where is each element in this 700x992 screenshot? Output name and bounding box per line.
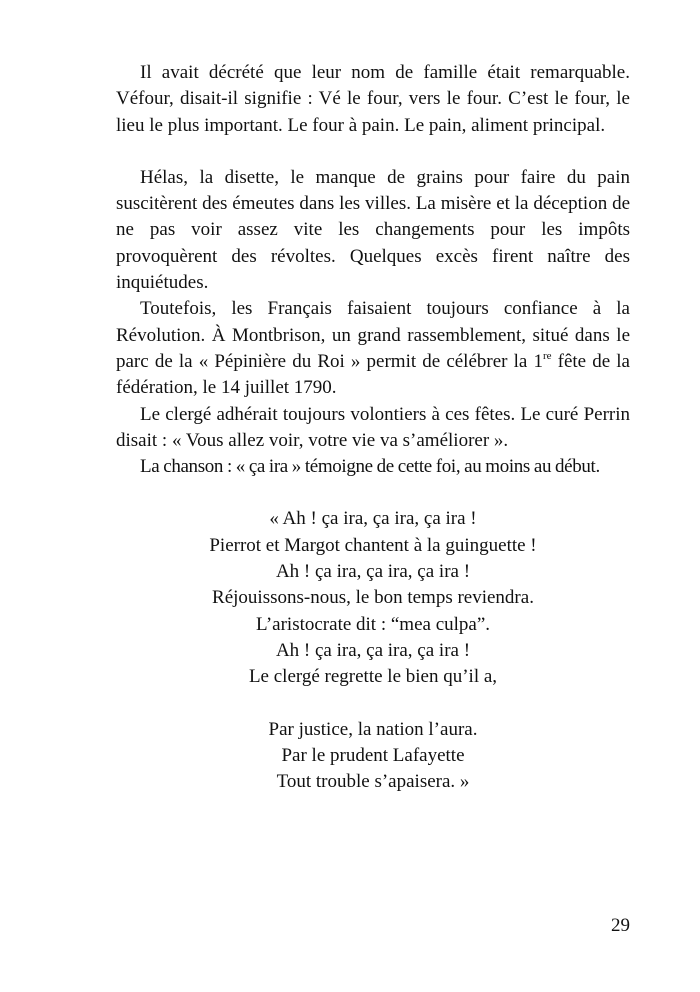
stanza-spacer: [116, 691, 630, 717]
song-stanza-1: [116, 506, 630, 690]
song-line: Pierrot et Margot chantent à la guinguette !: [209, 534, 537, 556]
paragraph-clerge: Le clergé adhérait toujours volontiers à ces fêtes. Le curé Perrin disait : « Vous allez voir, votre vie va s’améliorer ».: [116, 403, 630, 451]
page-content: [116, 60, 630, 795]
paragraph-disette: Hélas, la disette, le manque de grains pour faire du pain suscitèrent des émeutes dans les villes. La misère et la déception de ne pas voir assez vite les changements pour les impôts provoquèrent des révoltes. Quelques excès firent naître des inquiétudes.: [116, 166, 630, 294]
paragraph-spacer: [116, 139, 630, 165]
paragraph-vefour: Il avait décrété que leur nom de famille était remarquable. Véfour, disait-il signifie : Vé le four, vers le four. C’est le four, le lieu le plus important. Le four à pain. Le pain, aliment principal.: [116, 62, 630, 136]
song-line: Par le prudent Lafayette: [281, 744, 465, 766]
paragraph-fete-text-start: Toutefois, les Français faisaient toujours confiance à la Révolution. À Montbrison, un grand rassemblement, situé dans le parc de la « Pépinière du Roi » permit de célébrer la 1: [116, 298, 630, 372]
song-line: « Ah ! ça ira, ça ira, ça ira !: [269, 508, 477, 530]
song-stanza-2: [116, 717, 630, 796]
paragraph-fete-federation: [116, 296, 630, 401]
paragraph-fete-text-end: fête de la fédération, le 14 juillet 1790.: [116, 350, 630, 399]
paragraph-chanson: La chanson : « ça ira » témoigne de cette foi, au moins au début.: [140, 456, 600, 478]
song-line: Réjouissons-nous, le bon temps reviendra.: [212, 587, 534, 609]
song-line: Par justice, la nation l’aura.: [268, 718, 478, 740]
song-lyrics: [116, 506, 630, 795]
song-line: Ah ! ça ira, ça ira, ça ira !: [275, 639, 471, 661]
song-line: Le clergé regrette le bien qu’il a,: [248, 666, 498, 688]
page-number: 29: [611, 915, 630, 936]
ordinal-superscript: re: [542, 349, 552, 362]
song-line: L’aristocrate dit : “mea culpa”.: [255, 613, 491, 635]
song-line: Tout trouble s’apaisera. »: [276, 771, 470, 793]
song-line: Ah ! ça ira, ça ira, ça ira !: [275, 561, 471, 583]
